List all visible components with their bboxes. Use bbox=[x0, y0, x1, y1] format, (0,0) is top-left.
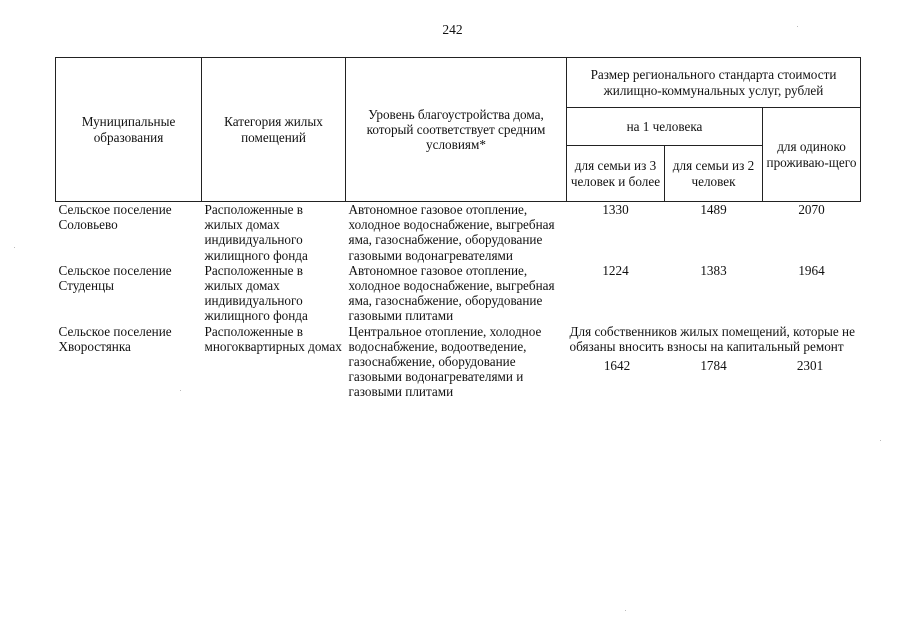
cell-family2: 1489 bbox=[700, 202, 727, 217]
scan-speck bbox=[14, 247, 15, 248]
scan-speck bbox=[880, 440, 881, 441]
cell-category: Расположенные в многоквартирных домах bbox=[204, 323, 342, 354]
cell-municipality: Сельское поселение Соловьево bbox=[58, 202, 172, 233]
scan-speck bbox=[625, 610, 626, 611]
cell-improvement: Автономное газовое отопление, холодное водоснабжение, выгребная яма, газоснабжение, оборудование газовыми плитами bbox=[348, 262, 555, 324]
cell-note-group bbox=[567, 324, 861, 400]
cell-municipality: Сельское поселение Студенцы bbox=[58, 262, 172, 294]
note-values bbox=[570, 358, 858, 373]
scan-speck bbox=[180, 390, 181, 391]
cell-family2: 1383 bbox=[700, 262, 727, 278]
cell-municipality: Сельское поселение Хворостянка bbox=[58, 323, 172, 354]
table-row bbox=[56, 263, 861, 324]
cell-family3: 1330 bbox=[602, 202, 629, 217]
scan-speck bbox=[797, 26, 798, 27]
cell-family3: 1642 bbox=[603, 358, 631, 374]
cell-family2: 1784 bbox=[700, 358, 727, 374]
header-municipality: Муниципальные образования bbox=[56, 58, 202, 202]
cell-single: 2070 bbox=[798, 202, 825, 217]
header-single: для одиноко проживаю-щего bbox=[763, 108, 861, 202]
cell-category: Расположенные в жилых домах индивидуального жилищного фонда bbox=[204, 202, 308, 263]
cell-family3: 1224 bbox=[602, 262, 629, 278]
header-improvement: Уровень благоустройства дома, который соответствует средним условиям* bbox=[346, 58, 567, 202]
regional-standard-table bbox=[55, 57, 861, 400]
cell-improvement: Центральное отопление, холодное водоснабжение, водоотведение, газоснабжение, оборудование газовыми водонагревателями и газовыми плитами bbox=[348, 323, 542, 400]
header-family3: для семьи из 3 человек и более bbox=[567, 146, 665, 202]
page-number: 242 bbox=[442, 22, 463, 37]
cell-category: Расположенные в жилых домах индивидуального жилищного фонда bbox=[204, 262, 308, 324]
cell-single: 1964 bbox=[798, 262, 825, 278]
cell-note: Для собственников жилых помещений, которые не обязаны вносить взносы на капитальный ремонт bbox=[569, 323, 855, 354]
cell-single: 2301 bbox=[796, 358, 824, 374]
header-category: Категория жилых помещений bbox=[202, 58, 346, 202]
cell-improvement: Автономное газовое отопление, холодное водоснабжение, выгребная яма, газоснабжение, оборудование газовыми водонагревателями bbox=[348, 202, 555, 263]
header-per-person: на 1 человека bbox=[567, 108, 763, 146]
table-row bbox=[56, 324, 861, 400]
table-row bbox=[56, 202, 861, 263]
header-family2: для семьи из 2 человек bbox=[665, 146, 763, 202]
header-standard: Размер регионального стандарта стоимости жилищно-коммунальных услуг, рублей bbox=[567, 58, 861, 108]
